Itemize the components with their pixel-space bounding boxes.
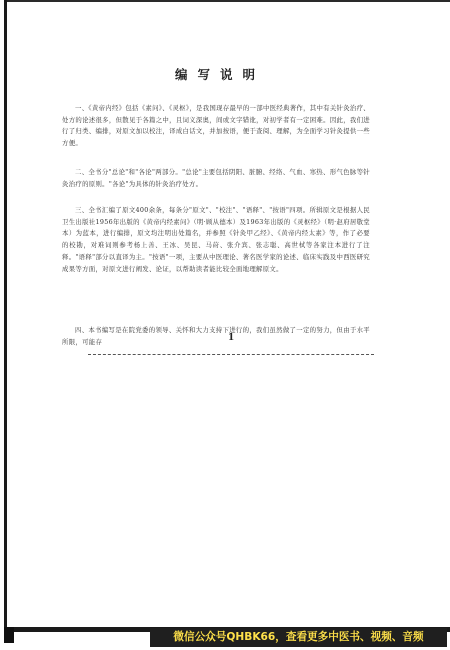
paragraph-2: 二、全书分"总论"和"各论"两部分。"总论"主要包括阴阳、脏腑、经络、气血、寒热、形气色脉等针灸治疗的原则。"各论"为具体的针灸治疗处方。: [62, 168, 370, 188]
page-title: 编写说明: [174, 67, 265, 82]
scan-left-edge: [4, 0, 7, 628]
scan-top-edge: [4, 0, 450, 2]
page-number: 1: [228, 333, 235, 343]
watermark-banner: 微信公众号QHBK66，查看更多中医书、视频、音频: [150, 628, 447, 647]
paragraph-1: 一、《黄帝内经》包括《素问》、《灵枢》，是我国现存最早的一部中医经典著作，其中有关针灸治疗、处方的论述很多，但散见于各篇之中，且词义深奥，间或文字错讹，对初学者有一定困难。因此，我们进行了归类、编排，对原文加以校注，译成白话文，并加按语，便于查阅、理解，为全面学习针灸提供一些方便。: [62, 104, 370, 148]
paragraph-3: 三、全书汇编了原文400余条，每条分"原文"、"校注"、"语释"、"按语"四项。所辑原文是根据人民卫生出版社1956年出版的《黄帝内经素问》（明·顾从德本）及1963年出版的《灵枢经》（明·赵府居敬堂本）为蓝本，进行编排，原文均注明出处篇名，并参照《针灸甲乙经》、《黄帝内经太素》等，作了必要的校勘，对难词则参考杨上善、王冰、吴昆、马莳、张介宾、张志聪、高世栻等各家注本进行了注释。"语释"部分以直译为主。"按语"一项，主要从中医理论、著名医学家的论述、临床实践及中西医研究成果等方面，对原文进行阐发、论证，以帮助读者能比较全面地理解原文。: [62, 206, 370, 273]
paragraph-4: 四、本书编写是在院党委的领导、关怀和大力支持下进行的，我们虽然做了一定的努力，但由于水平所限，可能存: [62, 326, 370, 346]
page-cut-divider: [88, 354, 374, 355]
scan-corner-mark: [4, 627, 14, 643]
